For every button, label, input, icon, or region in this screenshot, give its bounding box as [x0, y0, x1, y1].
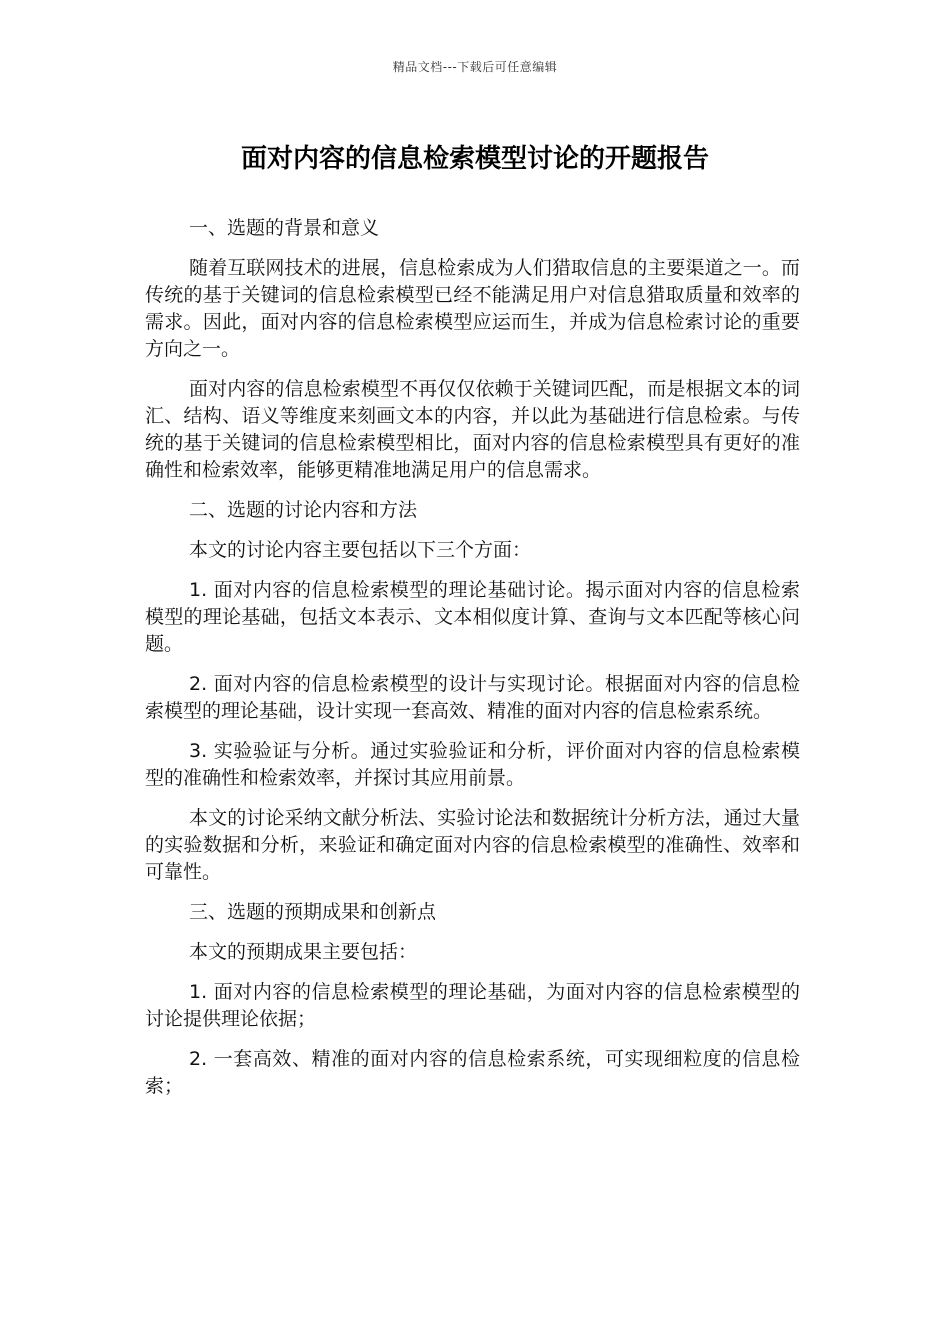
list-item-research-1: 1. 面对内容的信息检索模型的理论基础讨论。揭示面对内容的信息检索模型的理论基础，包括文本表示、文本相似度计算、查询与文本匹配等核心问题。: [145, 579, 800, 655]
paragraph-methods: 本文的讨论采纳文献分析法、实验讨论法和数据统计分析方法，通过大量的实验数据和分析，来验证和确定面对内容的信息检索模型的准确性、效率和可靠性。: [145, 807, 800, 883]
document-body: [145, 215, 800, 1113]
section-heading-1: 一、选题的背景和意义: [189, 217, 380, 239]
paragraph-research-intro: 本文的讨论内容主要包括以下三个方面：: [189, 539, 532, 561]
list-item-research-2: 2. 面对内容的信息检索模型的设计与实现讨论。根据面对内容的信息检索模型的理论基础，设计实现一套高效、精准的面对内容的信息检索系统。: [145, 673, 800, 722]
list-item-outcome-1: 1. 面对内容的信息检索模型的理论基础，为面对内容的信息检索模型的讨论提供理论依据；: [145, 981, 800, 1030]
paragraph-content-model: 面对内容的信息检索模型不再仅仅依赖于关键词匹配，而是根据文本的词汇、结构、语义等维度来刻画文本的内容，并以此为基础进行信息检索。与传统的基于关键词的信息检索模型相比，面对内容的信息检索模型具有更好的准确性和检索效率，能够更精准地满足用户的信息需求。: [145, 378, 800, 481]
section-heading-3: 三、选题的预期成果和创新点: [189, 901, 437, 923]
document-title: 面对内容的信息检索模型讨论的开题报告: [240, 144, 709, 174]
list-item-research-3: 3. 实验验证与分析。通过实验验证和分析，评价面对内容的信息检索模型的准确性和检索效率，并探讨其应用前景。: [145, 740, 800, 789]
paragraph-background: 随着互联网技术的进展，信息检索成为人们猎取信息的主要渠道之一。而传统的基于关键词的信息检索模型已经不能满足用户对信息猎取质量和效率的需求。因此，面对内容的信息检索模型应运而生，并成为信息检索讨论的重要方向之一。: [145, 257, 800, 360]
list-item-outcome-2: 2. 一套高效、精准的面对内容的信息检索系统，可实现细粒度的信息检索；: [145, 1048, 800, 1097]
section-heading-2: 二、选题的讨论内容和方法: [189, 499, 418, 521]
header-note: 精品文档---下载后可任意编辑: [392, 60, 558, 74]
paragraph-outcomes-intro: 本文的预期成果主要包括：: [189, 941, 418, 963]
